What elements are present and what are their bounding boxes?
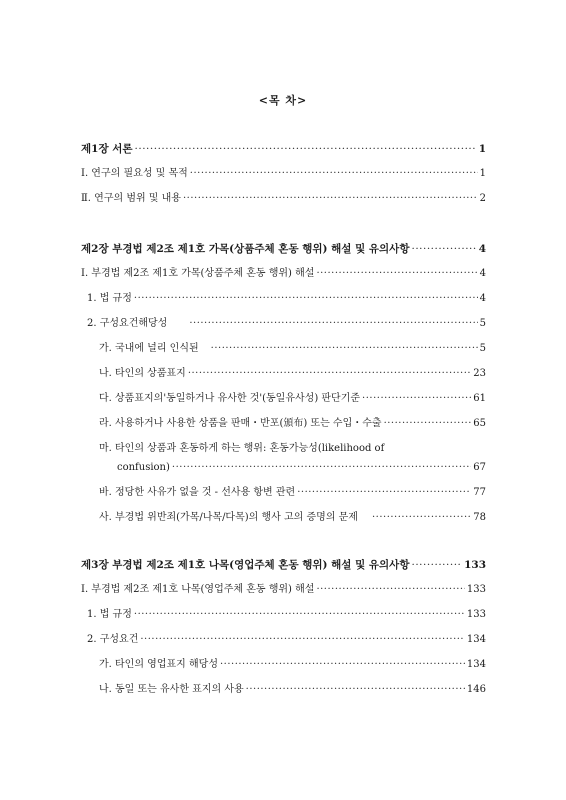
toc-page-number: 1 [479, 168, 486, 179]
toc-entry-title: 1. 법 규정 [87, 609, 132, 620]
leader-dots [190, 167, 478, 181]
toc-page-number: 77 [473, 487, 486, 498]
leader-dots [316, 583, 464, 597]
toc-page-number: 2 [479, 193, 486, 204]
toc-page-number: 5 [479, 343, 486, 354]
toc-entry[interactable] [99, 658, 486, 672]
toc-entry-title: 2. 구성요건 [87, 634, 139, 645]
toc-entry[interactable] [117, 461, 486, 475]
toc-entry[interactable] [99, 367, 486, 381]
toc-entry[interactable] [87, 608, 486, 622]
leader-dots [135, 142, 477, 156]
toc-entry[interactable] [81, 267, 486, 281]
toc-title: <목 차> [258, 94, 308, 107]
leader-dots [384, 417, 472, 431]
toc-page-number: 65 [473, 418, 486, 429]
leader-dots [362, 392, 471, 406]
toc-page-number: 61 [473, 393, 486, 404]
toc-chapter-title: 제1장 서론 [81, 143, 133, 155]
toc-entry-title: Ⅱ. 연구의 범위 및 내용 [81, 193, 181, 204]
leader-dots [246, 683, 465, 697]
toc-entry-title: 다. 상품표지의'동일하거나 유사한 것'(동일유사성) 판단기준 [99, 393, 361, 404]
toc-chapter-1[interactable] [81, 142, 486, 156]
toc-page-number: 134 [466, 634, 486, 645]
toc-page-number: 133 [466, 609, 486, 620]
toc-entry[interactable] [99, 392, 486, 406]
toc-entry-title: Ⅰ. 연구의 필요성 및 목적 [81, 168, 188, 179]
toc-entry[interactable] [87, 317, 486, 331]
toc-chapter-3[interactable] [81, 558, 486, 572]
toc-page-number: 4 [479, 293, 486, 304]
toc-page-number: 133 [464, 559, 486, 571]
toc-entry-title: 2. 구성요건해당성 [87, 318, 168, 329]
leader-dots [220, 658, 465, 672]
leader-dots [411, 242, 476, 256]
leader-dots [183, 192, 478, 206]
toc-entry-title: I. 부경법 제2조 제1호 가목(상품주체 혼동 행위) 해설 [81, 268, 315, 279]
toc-entry-title: I. 부경법 제2조 제1호 나목(영업주체 혼동 행위) 해설 [81, 584, 315, 595]
toc-entry-title: 나. 동일 또는 유사한 표지의 사용 [99, 684, 244, 695]
toc-entry-title: 라. 사용하거나 사용한 상품을 판매・반포(頒布) 또는 수입・수출 [99, 418, 382, 429]
toc-entry-title: 바. 정당한 사유가 없을 것 - 선사용 항변 관련 [99, 487, 296, 498]
leader-dots [134, 292, 478, 306]
toc-entry-title: 나. 타인의 상품표지 [99, 368, 186, 379]
toc-page-number: 67 [473, 462, 486, 473]
toc-entry[interactable] [81, 167, 486, 181]
leader-dots [188, 367, 471, 381]
leader-dots [189, 317, 477, 331]
toc-entry[interactable] [99, 511, 486, 525]
toc-entry-title: 가. 타인의 영업표지 해당성 [99, 659, 218, 670]
toc-entry[interactable] [81, 192, 486, 206]
toc-entry-title-continued: confusion) [117, 462, 170, 473]
toc-entry-title: 1. 법 규정 [87, 293, 132, 304]
leader-dots [211, 342, 478, 356]
leader-dots [172, 461, 471, 475]
toc-page-number: 78 [473, 512, 486, 523]
leader-dots [411, 558, 462, 572]
toc-chapter-2[interactable] [81, 242, 486, 256]
leader-dots [140, 633, 465, 647]
toc-chapter-title: 제2장 부경법 제2조 제1호 가목(상품주체 혼동 행위) 해설 및 유의사항 [81, 243, 410, 255]
toc-page-number: 4 [478, 243, 486, 255]
toc-entry-title: 가. 국내에 널리 인식된 [99, 343, 199, 354]
toc-entry[interactable] [81, 583, 486, 597]
toc-entry[interactable] [99, 683, 486, 697]
toc-page-number: 23 [473, 368, 486, 379]
leader-dots [297, 486, 471, 500]
toc-entry-title: 사. 부경법 위반죄(가목/나목/다목)의 행사 고의 증명의 문제 [99, 512, 358, 523]
toc-entry-title[interactable]: 마. 타인의 상품과 혼동하게 하는 행위: 혼동가능성(likelihood of [99, 443, 385, 454]
toc-entry[interactable] [99, 486, 486, 500]
toc-page-number: 134 [466, 659, 486, 670]
toc-page-number: 146 [466, 684, 486, 695]
toc-page-number: 133 [466, 584, 486, 595]
toc-entry[interactable] [99, 417, 486, 431]
leader-dots [372, 511, 471, 525]
toc-page-number: 5 [479, 318, 486, 329]
toc-chapter-title: 제3장 부경법 제2조 제1호 나목(영업주체 혼동 행위) 해설 및 유의사항 [81, 559, 410, 571]
leader-dots [134, 608, 465, 622]
leader-dots [316, 267, 477, 281]
toc-page-number: 4 [479, 268, 486, 279]
toc-entry[interactable] [99, 342, 486, 356]
toc-entry[interactable] [87, 292, 486, 306]
toc-page-number: 1 [478, 143, 486, 155]
toc-entry[interactable] [87, 633, 486, 647]
